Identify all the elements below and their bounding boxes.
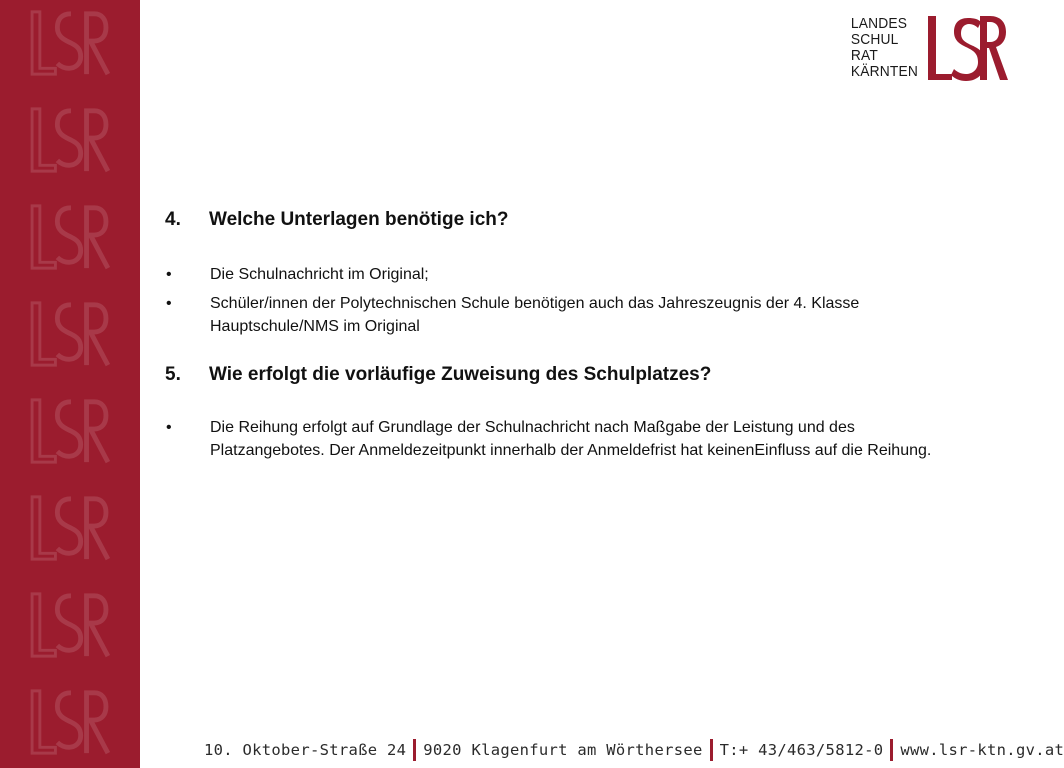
lsr-watermark-icon bbox=[28, 202, 112, 272]
list-item bbox=[165, 263, 965, 286]
bullet-icon: • bbox=[166, 266, 172, 283]
logo-line-2: SCHUL bbox=[850, 31, 899, 48]
lsr-watermark-icon bbox=[28, 590, 112, 660]
footer-city: 9020 Klagenfurt am Wörthersee bbox=[423, 741, 703, 759]
lsr-watermark-icon bbox=[28, 8, 112, 78]
question-4 bbox=[165, 208, 965, 232]
bullet-icon: • bbox=[166, 295, 172, 312]
lsr-logo bbox=[845, 12, 1010, 84]
lsr-mark-icon bbox=[924, 12, 1010, 84]
logo-line-3: RAT bbox=[850, 47, 878, 64]
question-number: 4. bbox=[165, 209, 181, 230]
footer-address: 10. Oktober-Straße 24 bbox=[204, 741, 407, 759]
list-item bbox=[165, 416, 965, 462]
list-item-text: Die Schulnachricht im Original; bbox=[210, 266, 429, 283]
bullet-list bbox=[165, 416, 965, 462]
footer-divider bbox=[710, 739, 713, 761]
sidebar-band bbox=[0, 0, 140, 768]
bullet-icon: • bbox=[166, 419, 172, 436]
question-5 bbox=[165, 363, 965, 387]
footer-divider bbox=[413, 739, 416, 761]
logo-wordmark bbox=[851, 16, 918, 80]
list-item-text: Schüler/innen der Polytechnischen Schule benötigen auch das Jahreszeugnis der 4. Klasse Hauptschule/NMS im Original bbox=[210, 295, 860, 335]
footer-phone: T:+ 43/463/5812-0 bbox=[719, 741, 884, 759]
question-text: Wie erfolgt die vorläufige Zuweisung des Schulplatzes? bbox=[209, 364, 712, 385]
list-item bbox=[165, 292, 965, 338]
footer-website-link[interactable]: www.lsr-ktn.gv.at bbox=[900, 741, 1064, 759]
footer-divider bbox=[890, 739, 893, 761]
footer-contact bbox=[204, 739, 1064, 761]
lsr-watermark-icon bbox=[28, 105, 112, 175]
lsr-watermark-icon bbox=[28, 299, 112, 369]
logo-line-1: LANDES bbox=[850, 15, 908, 32]
question-text: Welche Unterlagen benötige ich? bbox=[209, 209, 509, 230]
lsr-watermark-icon bbox=[28, 396, 112, 466]
main-content bbox=[165, 200, 965, 462]
logo-line-4: KÄRNTEN bbox=[850, 63, 918, 80]
bullet-list bbox=[165, 263, 965, 338]
question-number: 5. bbox=[165, 364, 181, 385]
lsr-watermark-icon bbox=[28, 493, 112, 563]
lsr-watermark-icon bbox=[28, 687, 112, 757]
list-item-text: Die Reihung erfolgt auf Grundlage der Schulnachricht nach Maßgabe der Leistung und des Platzangebotes. Der Anmeldezeitpunkt innerhalb der Anmeldefrist hat keinenEinfluss auf die Reihung. bbox=[210, 419, 932, 459]
